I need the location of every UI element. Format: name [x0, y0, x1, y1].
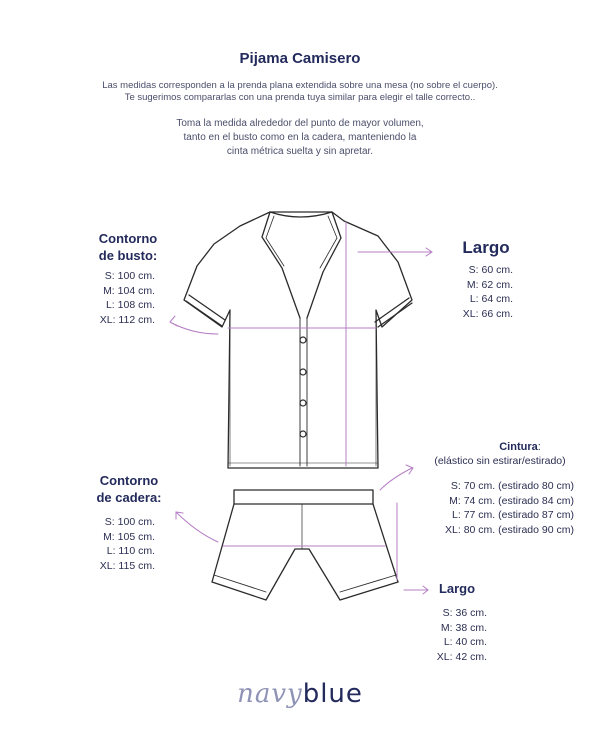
cintura-subheading: (elástico sin estirar/estirado)	[434, 455, 566, 467]
busto-size-s: S: 100 cm.	[104, 270, 155, 282]
cadera-size-m: M: 105 cm.	[103, 530, 155, 543]
cadera-size-xl: XL: 115 cm.	[99, 559, 155, 572]
cadera-size-s: S: 100 cm.	[104, 516, 155, 528]
sleeve-hem-left	[186, 295, 225, 326]
largo-short-size-xl: XL: 42 cm.	[436, 650, 487, 663]
brand-logo	[0, 678, 600, 709]
largo-short-size-s: S: 36 cm.	[442, 607, 487, 619]
busto-heading-line-1: Contorno	[98, 231, 158, 246]
busto-sizes	[60, 269, 155, 327]
cintura-size-l: L: 77 cm. (estirado 87 cm)	[452, 509, 574, 521]
largo-short-size-l: L: 40 cm.	[443, 636, 487, 648]
shirt-collar	[262, 212, 341, 318]
intro-line-2: Te sugerimos compararlas con una prenda tuya similar para elegir el talle correcto..	[124, 92, 476, 103]
cadera-heading-line-2: de cadera:	[96, 490, 162, 505]
brand-logo-navy: navy	[237, 679, 303, 709]
shirt-outline	[184, 212, 412, 468]
note-line-1: Toma la medida alrededor del punto de mayor volumen,	[176, 118, 424, 129]
largo-short-size-m: M: 38 cm.	[440, 621, 487, 634]
cintura-heading-suffix: :	[537, 441, 541, 453]
hip-arrow	[176, 512, 218, 542]
largo-short-heading: Largo	[438, 581, 476, 596]
cadera-sizes	[60, 515, 155, 573]
largo-top-size-l: L: 64 cm.	[469, 293, 513, 305]
note-line-3: cinta métrica suelta y sin apretar.	[226, 146, 374, 157]
shirt-button-2	[300, 369, 306, 375]
cintura-heading	[470, 441, 570, 453]
largo-short-sizes	[400, 606, 487, 664]
busto-size-l: L: 108 cm.	[105, 299, 155, 311]
cadera-heading-line-1: Contorno	[99, 473, 159, 488]
largo-top-size-m: M: 62 cm.	[466, 278, 513, 291]
largo-top-size-xl: XL: 66 cm.	[462, 307, 513, 320]
cintura-size-m: M: 74 cm. (estirado 84 cm)	[449, 494, 574, 507]
cintura-heading-label: Cintura	[499, 441, 538, 453]
cadera-size-l: L: 110 cm.	[106, 545, 155, 557]
cintura-size-s: S: 70 cm. (estirado 80 cm)	[450, 480, 574, 492]
cadera-heading	[78, 472, 180, 506]
intro-line-1: Las medidas corresponden a la prenda plana extendida sobre una mesa (no sobre el cuerpo).	[102, 80, 498, 91]
note-line-2: tanto en el busto como en la cadera, manteniendo la	[183, 132, 417, 143]
busto-size-xl: XL: 112 cm.	[99, 313, 155, 326]
shorts-length-arrow	[404, 586, 428, 594]
page-title: Pijama Camisero	[239, 50, 361, 67]
busto-heading-line-2: de busto:	[98, 248, 158, 263]
cintura-sizes	[405, 479, 574, 537]
shirt-button-3	[300, 400, 306, 406]
shirt-button-1	[300, 337, 306, 343]
largo-top-size-s: S: 60 cm.	[468, 264, 513, 276]
busto-heading	[82, 230, 174, 264]
shirt-button-4	[300, 431, 306, 437]
cintura-size-xl: XL: 80 cm. (estirado 90 cm)	[445, 523, 574, 536]
largo-top-sizes	[430, 263, 513, 321]
largo-top-heading: Largo	[462, 238, 510, 257]
busto-size-m: M: 104 cm.	[103, 284, 155, 297]
brand-logo-blue: blue	[302, 679, 363, 709]
length-arrow	[358, 248, 432, 256]
